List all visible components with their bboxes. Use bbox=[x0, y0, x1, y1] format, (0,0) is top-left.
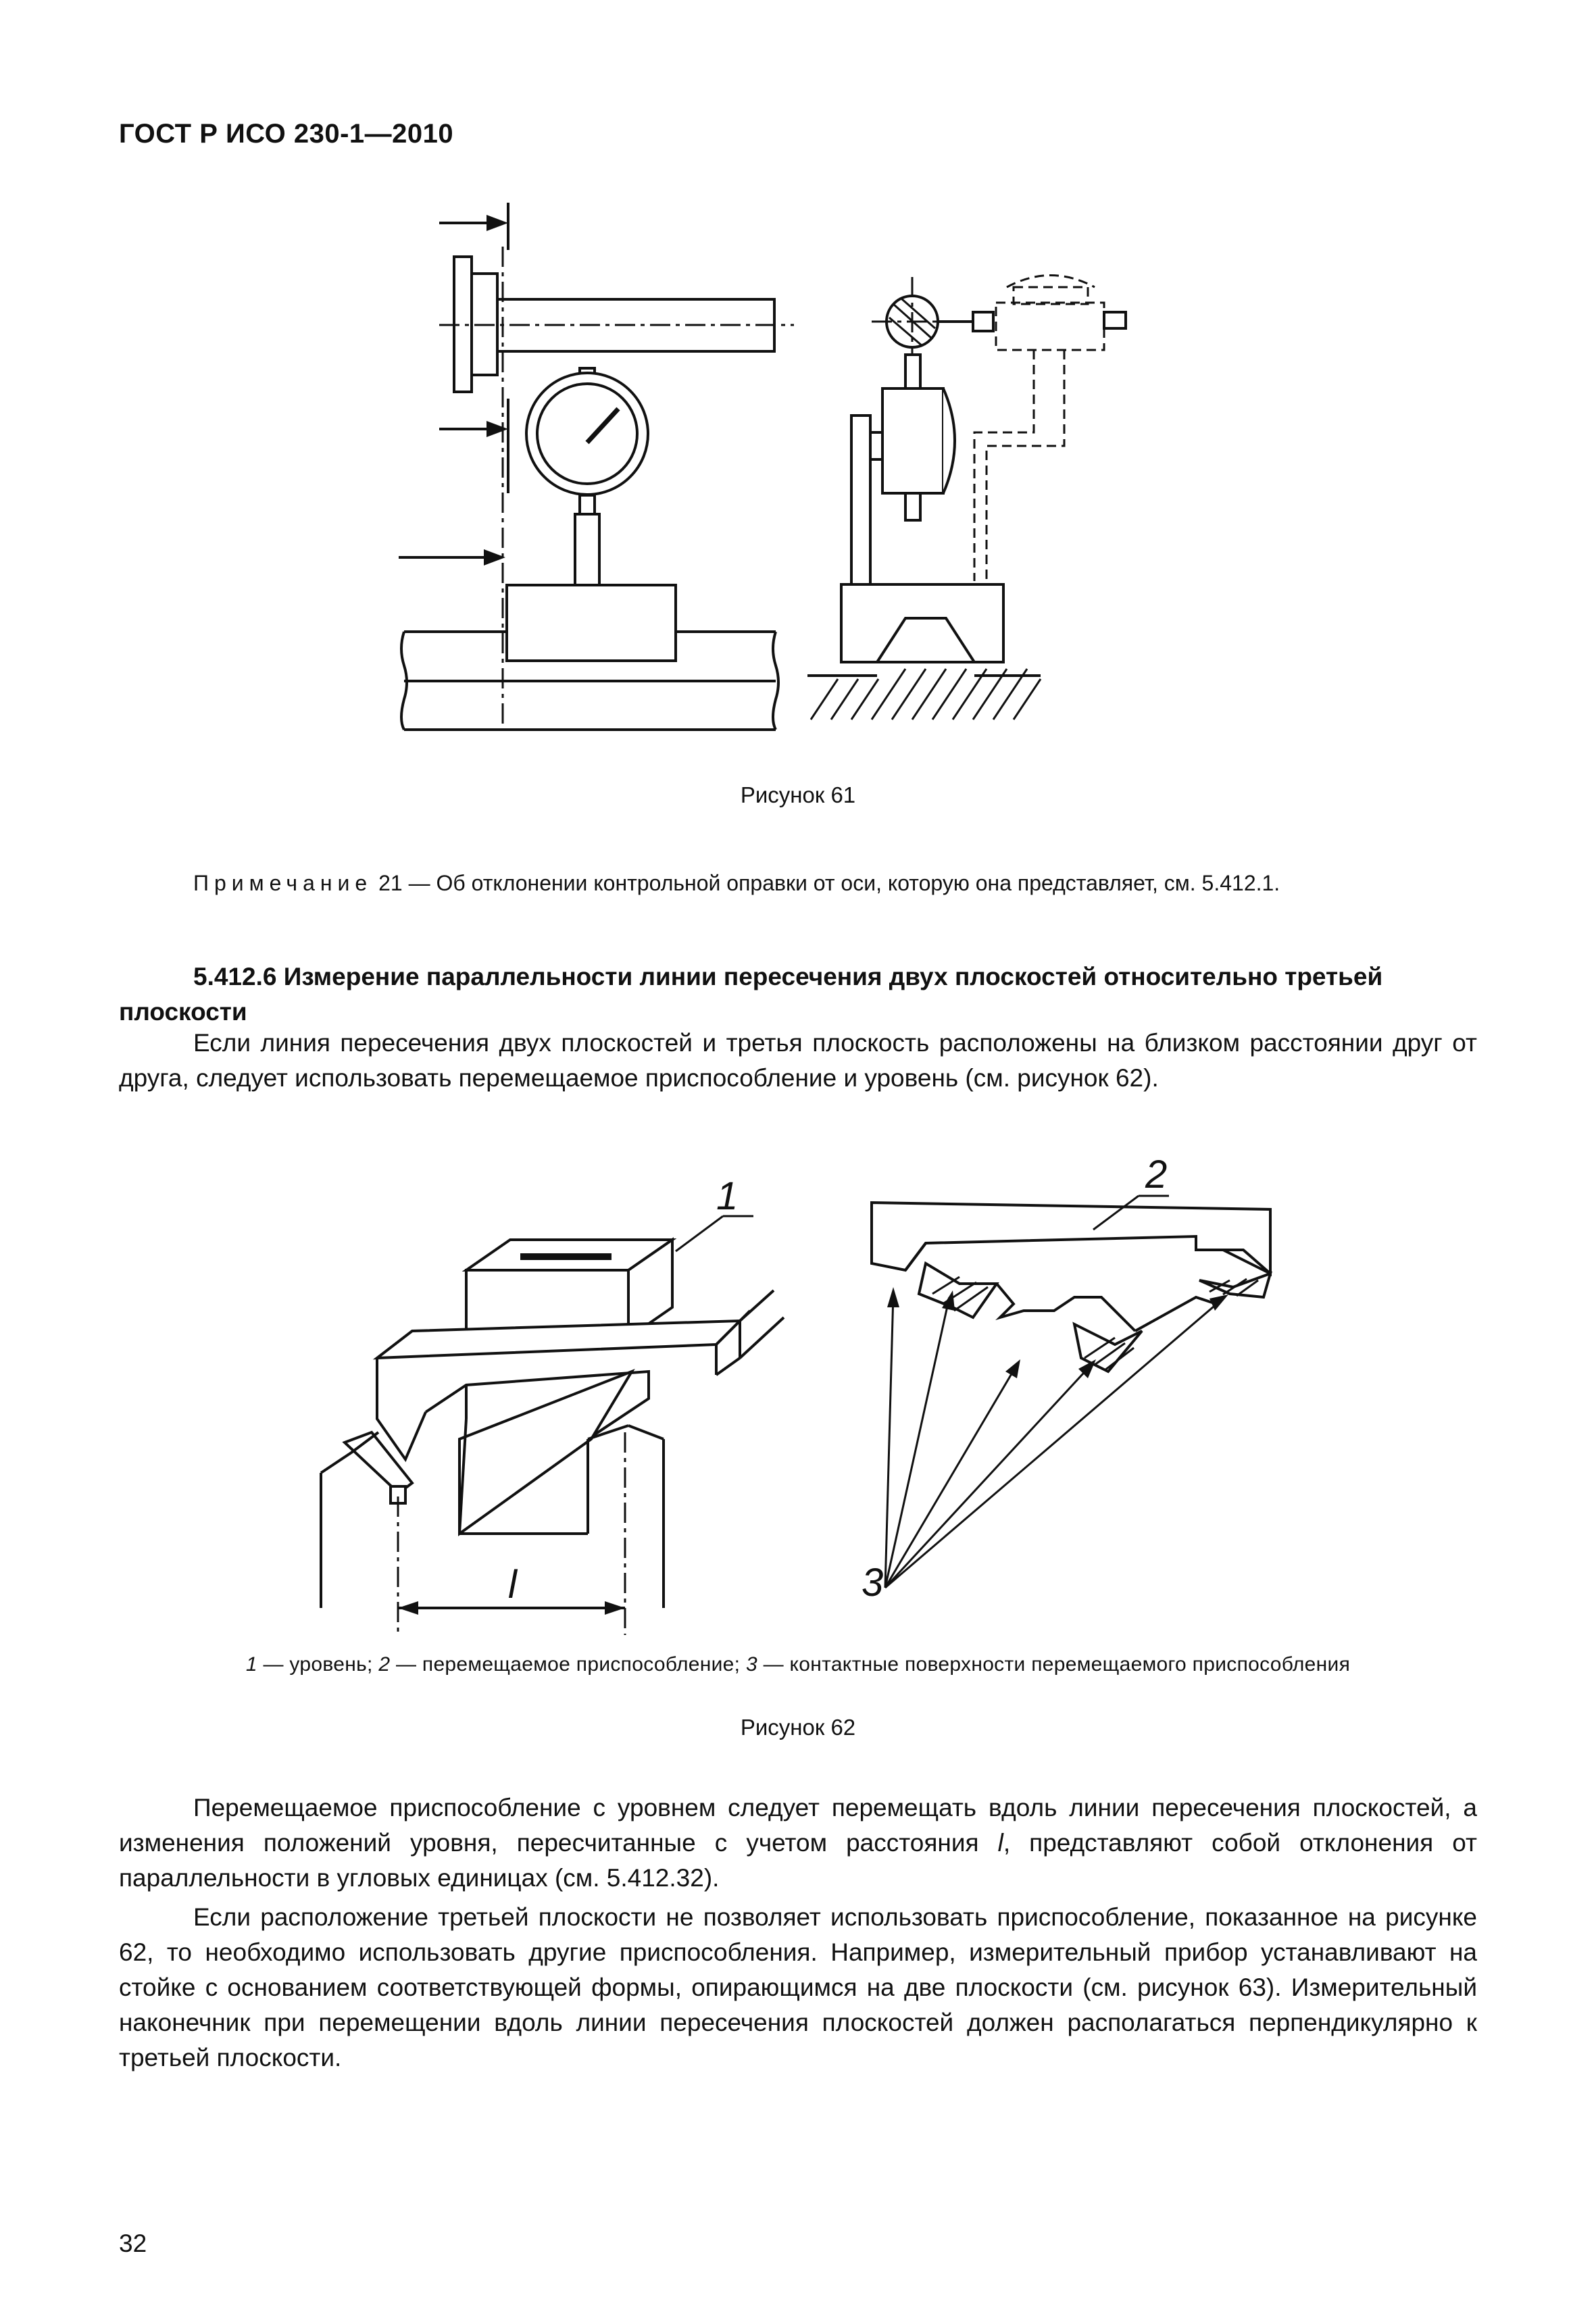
page-number: 32 bbox=[119, 2230, 147, 2257]
p1-var: l bbox=[997, 1829, 1003, 1857]
figure-62-left-view bbox=[321, 1174, 784, 1635]
section-heading: 5.412.6 Измерение параллельности линии пересечения двух плоскостей относительно третьей плоскости bbox=[119, 963, 1383, 1026]
legend-text-2: — перемещаемое приспособление; bbox=[390, 1653, 746, 1676]
legend-num-2: 2 bbox=[378, 1653, 391, 1676]
figure-61-drawing bbox=[0, 0, 1596, 757]
figure-62-right-view bbox=[862, 1153, 1270, 1605]
figure-62-legend bbox=[119, 1653, 1477, 1676]
label-3: 3 bbox=[862, 1561, 884, 1605]
note-label: Примечание bbox=[193, 871, 373, 895]
note-text: 21 — Об отклонении контрольной оправки от оси, которую она представляет, см. 5.412.1. bbox=[378, 871, 1280, 895]
label-2: 2 bbox=[1145, 1153, 1168, 1197]
document-header: ГОСТ Р ИСО 230-1—2010 bbox=[119, 119, 454, 149]
figure-61-left-view bbox=[399, 203, 794, 730]
distance-label: l bbox=[508, 1563, 517, 1607]
legend-num-1: 1 bbox=[245, 1653, 257, 1676]
legend-num-3: 3 bbox=[745, 1653, 757, 1676]
note-21 bbox=[119, 867, 1477, 899]
legend-text-3: — контактные поверхности перемещаемого приспособления bbox=[757, 1653, 1351, 1676]
figure-62-caption: Рисунок 62 bbox=[740, 1715, 856, 1740]
figure-61-caption: Рисунок 61 bbox=[740, 782, 856, 807]
legend-text-1: — уровень; bbox=[257, 1653, 379, 1676]
p1-after: , представляют собой отклонения от параллельности в угловых единицах (см. 5.412.32). bbox=[119, 1829, 1477, 1892]
p1-before: Перемещаемое приспособление с уровнем следует перемещать вдоль линии пересечения плоскостей, а изменения положений уровня, пересчитанные с учетом расстояния bbox=[119, 1794, 1477, 1857]
body-paragraph-1 bbox=[119, 1790, 1477, 1896]
body-paragraph-2: Если расположение третьей плоскости не позволяет использовать приспособление, показанное на рисунке 62, то необходимо использовать другие приспособления. Например, измерительный прибор устанавливают на стойке с основанием соответствующей формы, опирающимся на две плоскости (см. рисунок 63). Измерительный наконечник при перемещении вдоль линии пересечения плоскостей должен располагаться перпендикулярно к третьей плоскости. bbox=[119, 1903, 1477, 2071]
figure-61-right-view bbox=[807, 276, 1126, 720]
label-1: 1 bbox=[716, 1174, 739, 1218]
section-paragraph: Если линия пересечения двух плоскостей и третья плоскость расположены на близком расстоянии друг от друга, следует использовать перемещаемое приспособление и уровень (см. рисунок 62). bbox=[119, 1029, 1477, 1092]
figure-62-drawing bbox=[0, 1142, 1596, 1655]
contact-arrows bbox=[885, 1287, 1228, 1588]
